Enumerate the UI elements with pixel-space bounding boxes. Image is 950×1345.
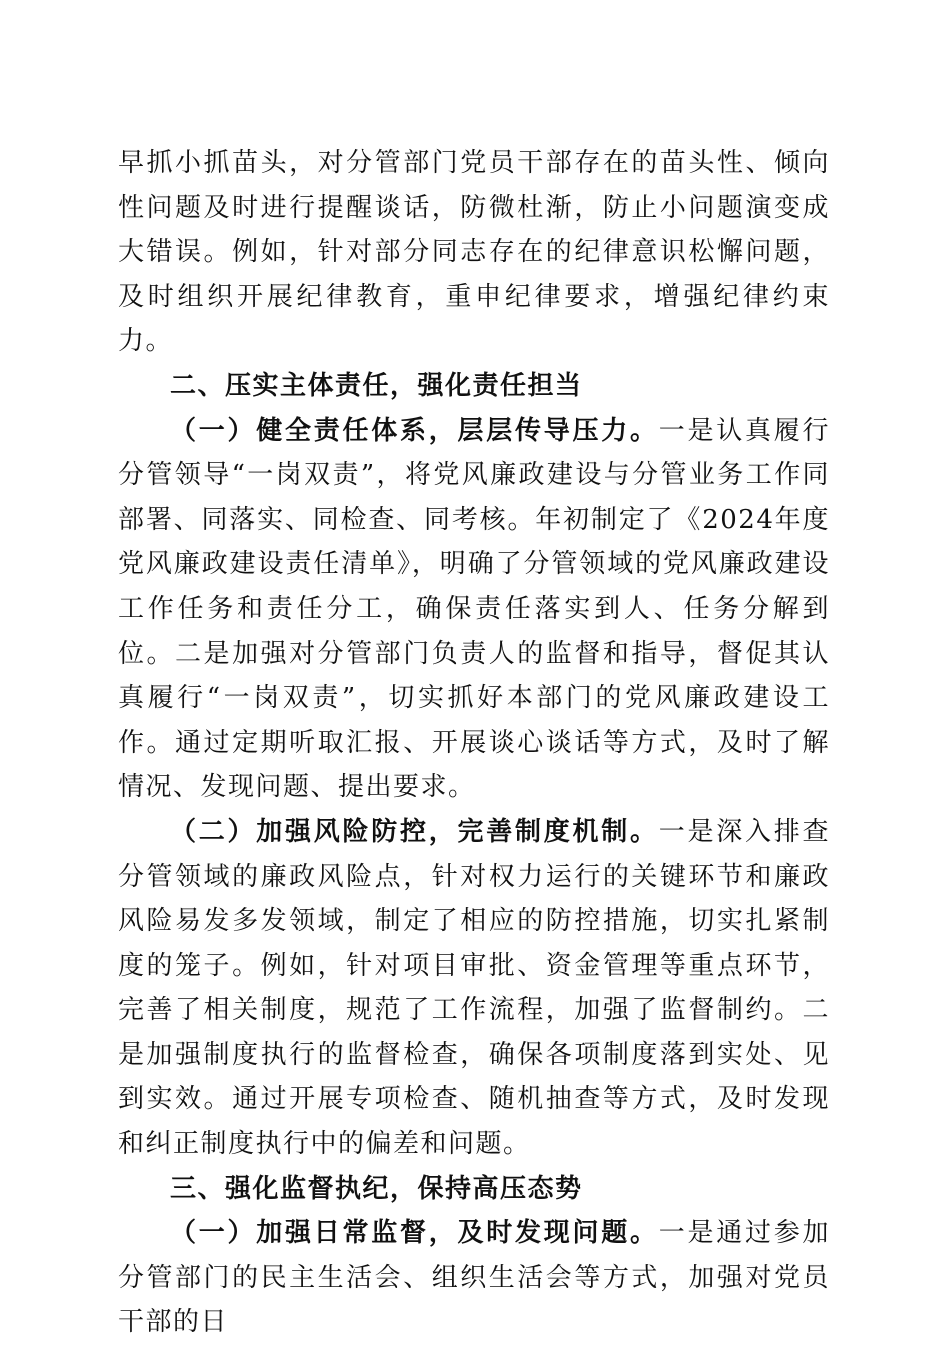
document-body (118, 141, 830, 1345)
paragraph-section2-item2 (118, 810, 830, 1167)
paragraph-lead: （二）加强风险防控，完善制度机制。 (170, 816, 659, 847)
section-heading-3: 三、强化监督执纪，保持高压态势 (170, 1173, 583, 1204)
section-heading-2: 二、压实主体责任，强化责任担当 (170, 370, 583, 401)
paragraph-text: 一是通过参加分管部门的民主生活会、组织生活会等方式，加强对党员干部的日 (118, 1218, 830, 1338)
paragraph-section3-item1 (118, 1211, 830, 1345)
paragraph-lead: （一）健全责任体系，层层传导压力。 (170, 415, 659, 446)
paragraph-continuation: 早抓小抓苗头，对分管部门党员干部存在的苗头性、倾向性问题及时进行提醒谈话，防微杜渐，防止小问题演变成大错误。例如，针对部分同志存在的纪律意识松懈问题，及时组织开展纪律教育，重申纪律要求，增强纪律约束力。 (118, 148, 830, 357)
paragraph-text: 一是深入排查分管领域的廉政风险点，针对权力运行的关键环节和廉政风险易发多发领域，制定了相应的防控措施，切实扎紧制度的笼子。例如，针对项目审批、资金管理等重点环节，完善了相关制度，规范了工作流程，加强了监督制约。二是加强制度执行的监督检查，确保各项制度落到实处、见到实效。通过开展专项检查、随机抽查等方式，及时发现和纠正制度执行中的偏差和问题。 (118, 816, 830, 1160)
paragraph-text: 一是认真履行分管领导“一岗双责”，将党风廉政建设与分管业务工作同部署、同落实、同检查、同考核。年初制定了《2024年度党风廉政建设责任清单》，明确了分管领域的党风廉政建设工作任务和责任分工，确保责任落实到人、任务分解到位。二是加强对分管部门负责人的监督和指导，督促其认真履行“一岗双责”，切实抓好本部门的党风廉政建设工作。通过定期听取汇报、开展谈心谈话等方式，及时了解情况、发现问题、提出要求。 (118, 415, 830, 803)
paragraph-section2-item1 (118, 409, 830, 810)
paragraph-lead: （一）加强日常监督，及时发现问题。 (170, 1218, 659, 1249)
